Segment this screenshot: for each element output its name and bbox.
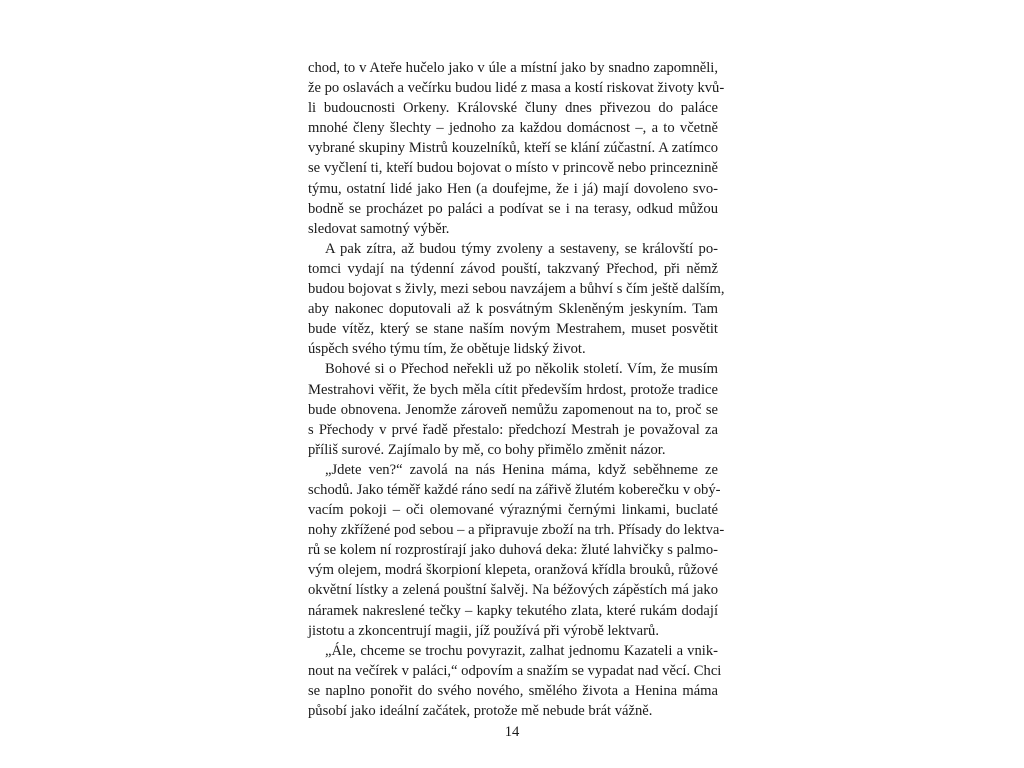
- text-line: okvětní lístky a zelená pouštní šalvěj. Na béžových zápěstích má jako: [308, 582, 718, 599]
- text-line: jistotu a zkoncentrují magii, jíž používá při výrobě lektvarů.: [308, 622, 659, 639]
- paragraph: [308, 460, 725, 641]
- text-line: Bohové si o Přechod neřekli už po několik století. Vím, že musím: [325, 361, 718, 378]
- paragraph: [308, 641, 722, 721]
- text-line: schodů. Jako téměř každé ráno sedí na zářivě žlutém koberečku v obý-: [308, 481, 721, 498]
- text-line: vacím pokoji – oči olemované výraznými černými linkami, buclaté: [308, 502, 718, 519]
- paragraph: [308, 359, 718, 459]
- text-line: že po oslavách a večírku budou lidé z masa a kostí riskovat životy kvů-: [308, 80, 725, 97]
- paragraph: [308, 239, 725, 360]
- text-line: týmu, ostatní lidé jako Hen (a doufejme, že i já) mají dovoleno svo-: [308, 180, 718, 197]
- text-line: A pak zítra, až budou týmy zvoleny a sestaveny, se královští po-: [325, 240, 718, 257]
- text-line: mnohé členy šlechty – jednoho za každou domácnost –, a to včetně: [308, 120, 718, 137]
- text-line: budou bojovat s živly, mezi sebou navzájem a bůhví s čím ještě dalším,: [308, 281, 725, 298]
- text-line: se vyčlení ti, kteří budou bojovat o místo v princově nebo princeznině: [308, 160, 718, 177]
- text-line: s Přechody v prvé řadě přestalo: předchozí Mestrah je považoval za: [308, 421, 718, 438]
- text-line: „Ále, chceme se trochu povyrazit, zalhat jednomu Kazateli a vnik-: [325, 642, 718, 659]
- text-line: sledovat samotný výběr.: [308, 220, 450, 237]
- text-line: se naplno ponořit do svého nového, smělého života a Henina máma: [308, 682, 718, 699]
- text-line: aby nakonec doputovali až k posvátným Skleněným jeskyním. Tam: [308, 301, 718, 318]
- text-line: úspěch svého týmu tím, že obětuje lidský život.: [308, 341, 586, 358]
- paragraph: [308, 58, 725, 239]
- text-line: vybrané skupiny Mistrů kouzelníků, kteří se klání zúčastní. A zatímco: [308, 140, 718, 157]
- text-line: působí jako ideální začátek, protože mě nebude brát vážně.: [308, 703, 653, 719]
- text-line: li budoucnosti Orkeny. Královské čluny dnes přivezou do paláce: [308, 100, 718, 117]
- text-line: bude obnovena. Jenomže zároveň nemůžu zapomenout na to, proč se: [308, 401, 718, 418]
- text-line: „Jdete ven?“ zavolá na nás Henina máma, když seběhneme ze: [325, 461, 718, 478]
- text-line: vým olejem, modrá škorpioní klepeta, oranžová křídla brouků, růžové: [308, 562, 718, 579]
- text-line: nohy zkřížené pod sebou – a připravuje zboží na trh. Přísady do lektva-: [308, 522, 725, 539]
- text-line: nout na večírek v paláci,“ odpovím a snažím se vypadat nad věcí. Chci: [308, 662, 722, 679]
- text-line: náramek nakreslené tečky – kapky tekutého zlata, které rukám dodají: [308, 602, 718, 619]
- text-line: chod, to v Ateře hučelo jako v úle a místní jako by snadno zapomněli,: [308, 60, 718, 76]
- text-line: bodně se procházet po paláci a podívat se i na terasy, odkud můžou: [308, 200, 718, 217]
- text-line: příliš surové. Zajímalo by mě, co bohy přimělo změnit názor.: [308, 441, 666, 458]
- text-line: rů se kolem ní rozprostírají jako duhová deka: žluté lahvičky s palmo-: [308, 542, 718, 559]
- text-line: tomci vydají na týdenní závod pouští, takzvaný Přechod, při němž: [308, 260, 718, 277]
- page-body-text: [308, 58, 725, 721]
- page-number: 14: [504, 724, 520, 740]
- text-line: bude vítěz, který se stane naším novým Mestrahem, muset posvětit: [308, 321, 718, 338]
- text-line: Mestrahovi věřit, že bych měla cítit především hrdost, protože tradice: [308, 381, 718, 398]
